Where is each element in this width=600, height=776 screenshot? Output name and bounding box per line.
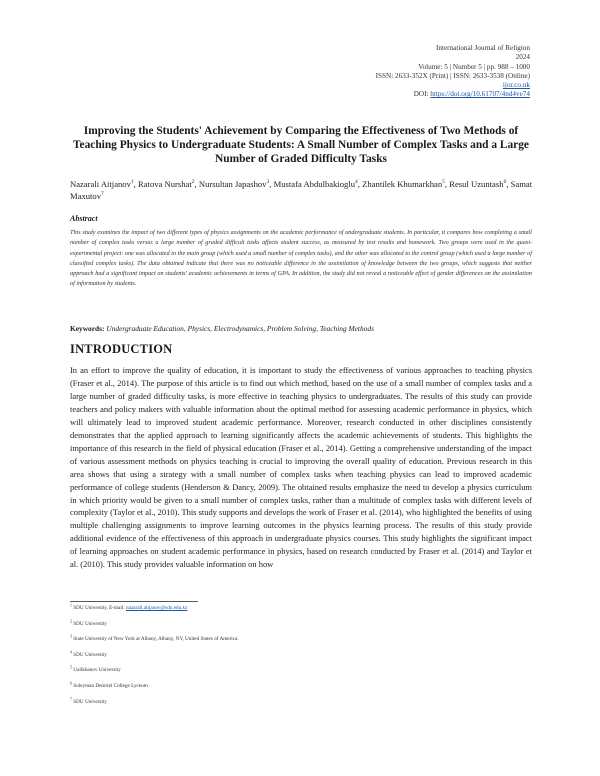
author-email-link[interactable]: nazarali.aitjanov@sdu.edu.kz [125,605,188,611]
footnote: $^5$ Ualikhanov University [70,664,121,674]
footnotes [70,604,510,713]
keywords-label: Keywords: [70,324,105,333]
footnote: $^7$ SDU University [70,695,107,705]
section-heading: INTRODUCTION [70,342,173,356]
introduction-body: In an effort to improve the quality of education, it is important to study the effectiveness of various approaches to teaching physics (Fraser et al., 2014). The purpose of this article is to find out which method, based on the use of a small number of complex tasks and a large number of graded difficulty tasks, is more effective in teaching physics to undergraduates. The results of this study can provide teachers and policy makers with valuable information about the optimal method for assessing academic performance in physics, which will ultimately lead to improved student academic performance. Moreover, research conducted in other disciplines consistently demonstrates that the applied approach to learning significantly affects the academic achievements of students. This highlights the importance of this research in the field of physical education (Fraser et al., 2014). Getting a comprehensive understanding of the impact of various assessment methods on physics teaching is crucial to improving the overall quality of education. Previous research in this area shows that using a strategy with a small number of complex tasks when teaching physics can lead to improved academic performance of college students (Henderson & Dancy, 2009). The obtained results emphasize the need to develop a physics curriculum in which priority would be given to a small number of complex tasks, rather than a multitude of complex tasks with different levels of complexity (Taylor et al., 2010). This study supports and develops the work of Fraser et al. (2014), who highlighted the benefits of using multiple challenging assignments to improve learning outcomes in the physics learning process. The results of this study provide additional evidence of the effectiveness of this approach in undergraduate physics courses. This study highlights the significant impact of learning approaches on student academic performance in physics, based on research conducted by Fraser et al. (2014) and Taylor et al. (2010). This study provides valuable information on how [70,365,532,570]
journal-name: International Journal of Religion [435,44,530,52]
journal-volume: Volume: 5 | Number 5 | pp. 988 – 1000 [418,62,530,71]
footnote: $^6$ Suleyman Demirel College Lyceum [70,680,148,689]
author: Mustafa Abdulbakioglu$^4$, [273,179,363,189]
footnote-divider [70,601,198,602]
author: Ratova Nurshat$^2$, [138,179,199,189]
author: Resul Uzuntash$^6$, [449,179,511,189]
doi-label: DOI: [413,90,429,99]
doi-link[interactable]: https://doi.org/10.61707/4nd4ve74 [430,90,530,99]
author: Samat Maxutov$^7$ [70,179,533,201]
abstract-text: This study examines the impact of two different types of physics assignments on the academic performance of undergraduate students. In particular, it compares how completing a small number of complex tasks versus a large number of graded difficult tasks affects student success, as measured by test results and homework. Two groups were used in the quasi-experimental project: one was allocated to the main group (which used a small number of complex tasks), and the other was allocated to the control group (which used a large number of classified complex tasks). The data obtained indicate that there was no noticeable difference in the assimilation of knowledge between the two groups, which suggests that neither approach had a significant impact on students' academic achievements in terms of GPA. In addition, the study did not reveal a noticeable effect of gender differences on the assimilation of information by students. [70,229,532,288]
paper-title: Improving the Students' Achievement by Comparing the Effectiveness of Two Methods of Teaching Physics to Undergraduate Students: A Small Number of Complex Tasks and a Large Number of Graded Difficulty Tasks [72,125,529,166]
footnote: $^2$ SDU University [70,617,107,627]
author-list [70,178,532,202]
journal-header [230,44,530,100]
journal-year: 2024 [515,53,530,62]
author: Nursultan Japashov$^3$, [198,179,274,189]
journal-site-link[interactable]: ijor.co.uk [502,81,530,90]
author: Nazarali Aitjanov$^1$, [70,179,139,189]
abstract-heading: Abstract [70,214,98,223]
author: Zhantilek Khumarkhan$^5$, [362,179,450,189]
footnote: $^3$ State University of New York at Albany, Albany, NY, United States of America. [70,633,239,643]
footnote: $^4$ SDU University [70,649,107,658]
journal-issn: ISSN: 2633-352X (Print) | ISSN: 2633-3538 (Online) [375,71,530,80]
keywords-values: Undergraduate Education, Physics, Electrodynamics, Problem Solving, Teaching Methods [106,324,374,333]
footnote: $^1$ SDU University, E-mail: nazarali.aitjanov@sdu.edu.kz [70,602,188,611]
keywords [70,324,532,334]
